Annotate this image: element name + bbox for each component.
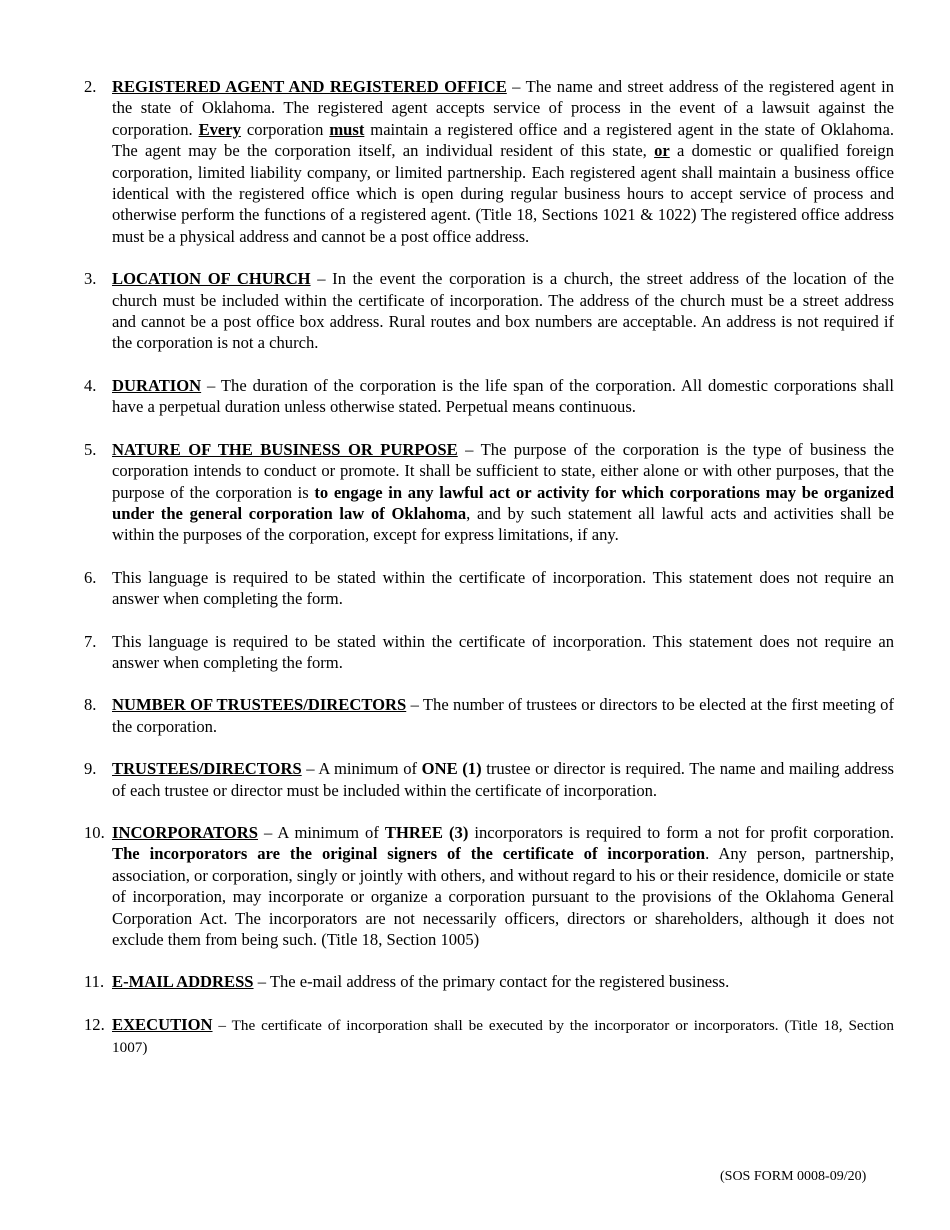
instruction-item-10 — [84, 822, 894, 950]
item-number: 6. — [84, 567, 97, 587]
item-heading: TRUSTEES/DIRECTORS — [112, 759, 302, 779]
item-text: corporation — [240, 119, 330, 139]
item-heading: NATURE OF THE BUSINESS OR PURPOSE — [112, 439, 458, 459]
bold-minimum: THREE (3) — [384, 822, 469, 842]
instruction-item-12 — [84, 1014, 894, 1059]
instruction-item-4 — [84, 375, 894, 418]
bold-incorporators-note: The incorporators are the original signers of the certificate of incorporation — [112, 844, 706, 864]
item-text: trustee or director is required. The name and mailing address of each trustee or director must be included within the certificate of incorporation. — [112, 759, 894, 800]
item-text: – A minimum of — [301, 759, 422, 779]
item-text: – The certificate of incorporation shall be executed by the incorporator or incorporators. (Title 18, Section 1007) — [112, 1016, 894, 1057]
item-text: – In the event the corporation is a church, the street address of the location of the church must be included within the certificate of incorporation. The address of the church must be a street address and cannot be a post office box address. Rural routes and box numbers are acceptable. An address is not required if the corporation is not a church. — [112, 269, 894, 353]
item-text: – The e-mail address of the primary contact for the registered business. — [253, 972, 730, 992]
item-text: – The purpose of the corporation is the type of business the corporation intends to conduct or promote. It shall be sufficient to state, either alone or with other purposes, that the purpose of the corporation is — [112, 439, 894, 502]
emphasis-or: or — [654, 141, 670, 161]
item-heading: INCORPORATORS — [112, 822, 258, 842]
instruction-item-5 — [84, 439, 894, 546]
instruction-item-11 — [84, 971, 894, 992]
item-number: 7. — [84, 631, 97, 651]
item-number: 10. — [84, 822, 105, 842]
item-text: . Any person, partnership, association, or corporation, singly or jointly with others, and without regard to his or their residence, domicile or state of incorporation, may incorporate or organize a corporation pursuant to the provisions of the Oklahoma General Corporation Act. The incorporators are not necessarily officers, directors or shareholders, although it does not exclude them from being such. (Title 18, Section 1005) — [112, 844, 894, 949]
instruction-item-8 — [84, 694, 894, 737]
emphasis-every: Every — [198, 119, 241, 139]
item-text: This language is required to be stated within the certificate of incorporation. This statement does not require an answer when completing the form. — [112, 631, 894, 672]
instruction-item-3 — [84, 268, 894, 354]
item-number: 4. — [84, 375, 97, 395]
bold-purpose-text: to engage in any lawful act or activity for which corporations may be organized under the general corporation law of Oklahoma — [112, 482, 894, 523]
item-text: This language is required to be stated within the certificate of incorporation. This statement does not require an answer when completing the form. — [112, 567, 894, 609]
emphasis-must: must — [329, 119, 365, 139]
item-number: 12. — [84, 1014, 105, 1034]
instruction-item-2 — [84, 76, 894, 247]
form-number-footer: (SOS FORM 0008-09/20) — [720, 1169, 867, 1184]
item-number: 9. — [84, 759, 97, 779]
instruction-item-7 — [84, 631, 894, 674]
item-text: a domestic or qualified foreign corporation, limited liability company, or limited partnership. Each registered agent shall maintain a business office identical with the registered office which is open during regular business hours to accept service of process and otherwise perform the functions of a registered agent. (Title 18, Sections 1021 & 1022) The registered office address must be a physical address and cannot be a post office address. — [112, 141, 894, 246]
item-number: 8. — [84, 695, 97, 715]
item-text: , and by such statement all lawful acts and activities shall be within the purposes of the corporation, except for express limitations, if any. — [112, 503, 894, 545]
item-heading: NUMBER OF TRUSTEES/DIRECTORS — [112, 695, 407, 715]
item-number: 3. — [84, 269, 97, 289]
item-heading: EXECUTION — [112, 1014, 213, 1034]
item-text: maintain a registered office and a registered agent in the state of Oklahoma. The agent may be the corporation itself, an individual resident of this state, — [112, 119, 894, 161]
item-heading: REGISTERED AGENT AND REGISTERED OFFICE — [112, 77, 507, 96]
item-text: – The name and street address of the registered agent in the state of Oklahoma. The registered agent accepts service of process in the event of a lawsuit against the corporation. — [112, 77, 894, 139]
item-text: – The number of trustees or directors to be elected at the first meeting of the corporation. — [112, 695, 894, 736]
item-text: – A minimum of — [257, 822, 385, 842]
instruction-item-6 — [84, 567, 894, 610]
item-text: incorporators is required to form a not for profit corporation. — [468, 822, 894, 842]
item-heading: DURATION — [112, 375, 202, 395]
instructions-list — [84, 76, 894, 1080]
item-number: 11. — [84, 972, 105, 992]
item-number: 5. — [84, 439, 97, 459]
item-heading: E-MAIL ADDRESS — [112, 972, 254, 992]
bold-minimum: ONE (1) — [421, 759, 482, 779]
item-number: 2. — [84, 77, 97, 96]
item-text: – The duration of the corporation is the life span of the corporation. All domestic corporations shall have a perpetual duration unless otherwise stated. Perpetual means continuous. — [112, 375, 894, 417]
item-heading: LOCATION OF CHURCH — [112, 269, 311, 289]
instruction-item-9 — [84, 758, 894, 801]
